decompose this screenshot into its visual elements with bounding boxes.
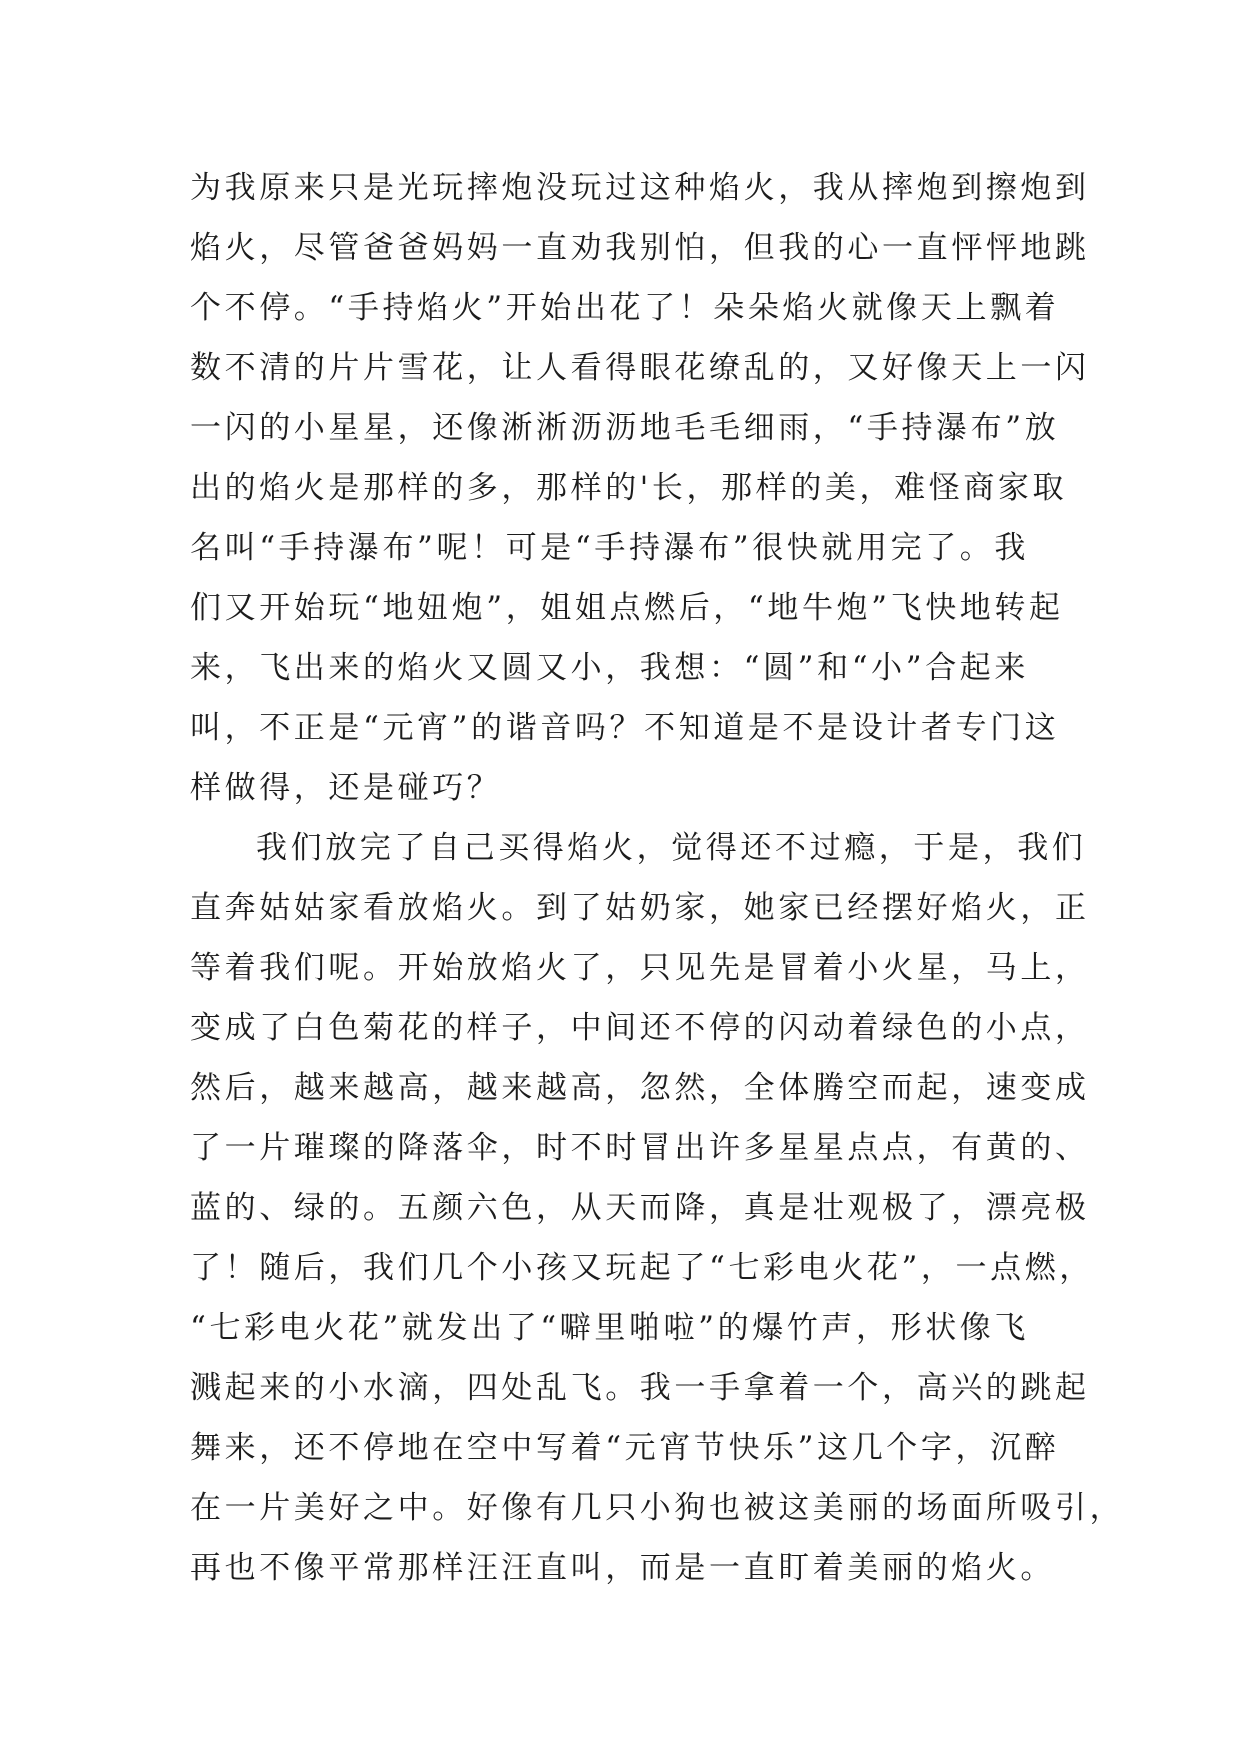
text-line: 等着我们呢。开始放焰火了，只见先是冒着小火星，马上，: [190, 950, 1090, 986]
text-line: 样做得，还是碰巧？: [190, 770, 502, 806]
text-line: 叫，不正是“元宵”的谐音吗？不知道是不是设计者专门这: [190, 710, 1060, 746]
text-line: 了一片璀璨的降落伞，时不时冒出许多星星点点，有黄的、: [190, 1130, 1090, 1166]
text-line: 焰火，尽管爸爸妈妈一直劝我别怕，但我的心一直怦怦地跳: [190, 230, 1090, 266]
text-line: 再也不像平常那样汪汪直叫，而是一直盯着美丽的焰火。: [190, 1550, 1055, 1586]
text-line: 了！随后，我们几个小孩又玩起了“七彩电火花”，一点燃，: [190, 1250, 1094, 1286]
text-line: 名叫“手持瀑布”呢！可是“手持瀑布”很快就用完了。我: [190, 530, 1029, 566]
text-line: 个不停。“手持焰火”开始出花了！朵朵焰火就像天上飘着: [190, 290, 1060, 326]
text-line: 直奔姑姑家看放焰火。到了姑奶家，她家已经摆好焰火，正: [190, 890, 1090, 926]
text-line: 们又开始玩“地妞炮”，姐姐点燃后，“地牛炮”飞快地转起: [190, 590, 1064, 626]
text-line: 然后，越来越高，越来越高，忽然，全体腾空而起，速变成: [190, 1070, 1090, 1106]
text-line: 在一片美好之中。好像有几只小狗也被这美丽的场面所吸引，: [190, 1490, 1125, 1526]
text-line: 溅起来的小水滴，四处乱飞。我一手拿着一个，高兴的跳起: [190, 1370, 1090, 1406]
body-text: [190, 158, 1125, 1598]
text-line: 数不清的片片雪花，让人看得眼花缭乱的，又好像天上一闪: [190, 350, 1090, 386]
paragraph-first-line: 我们放完了自己买得焰火，觉得还不过瘾，于是，我们: [256, 830, 1087, 866]
text-line: 舞来，还不停地在空中写着“元宵节快乐”这几个字，沉醉: [190, 1430, 1060, 1466]
text-line: “七彩电火花”就发出了“噼里啪啦”的爆竹声，形状像飞: [190, 1310, 1029, 1346]
text-line: 一闪的小星星，还像淅淅沥沥地毛毛细雨，“手持瀑布”放: [190, 410, 1060, 446]
text-line: 变成了白色菊花的样子，中间还不停的闪动着绿色的小点，: [190, 1010, 1090, 1046]
text-line: 出的焰火是那样的多，那样的'长，那样的美，难怪商家取: [190, 470, 1068, 506]
text-line: 来，飞出来的焰火又圆又小，我想：“圆”和“小”合起来: [190, 650, 1029, 686]
text-line: 蓝的、绿的。五颜六色，从天而降，真是壮观极了，漂亮极: [190, 1190, 1090, 1226]
text-line: 为我原来只是光玩摔炮没玩过这种焰火，我从摔炮到擦炮到: [190, 170, 1090, 206]
